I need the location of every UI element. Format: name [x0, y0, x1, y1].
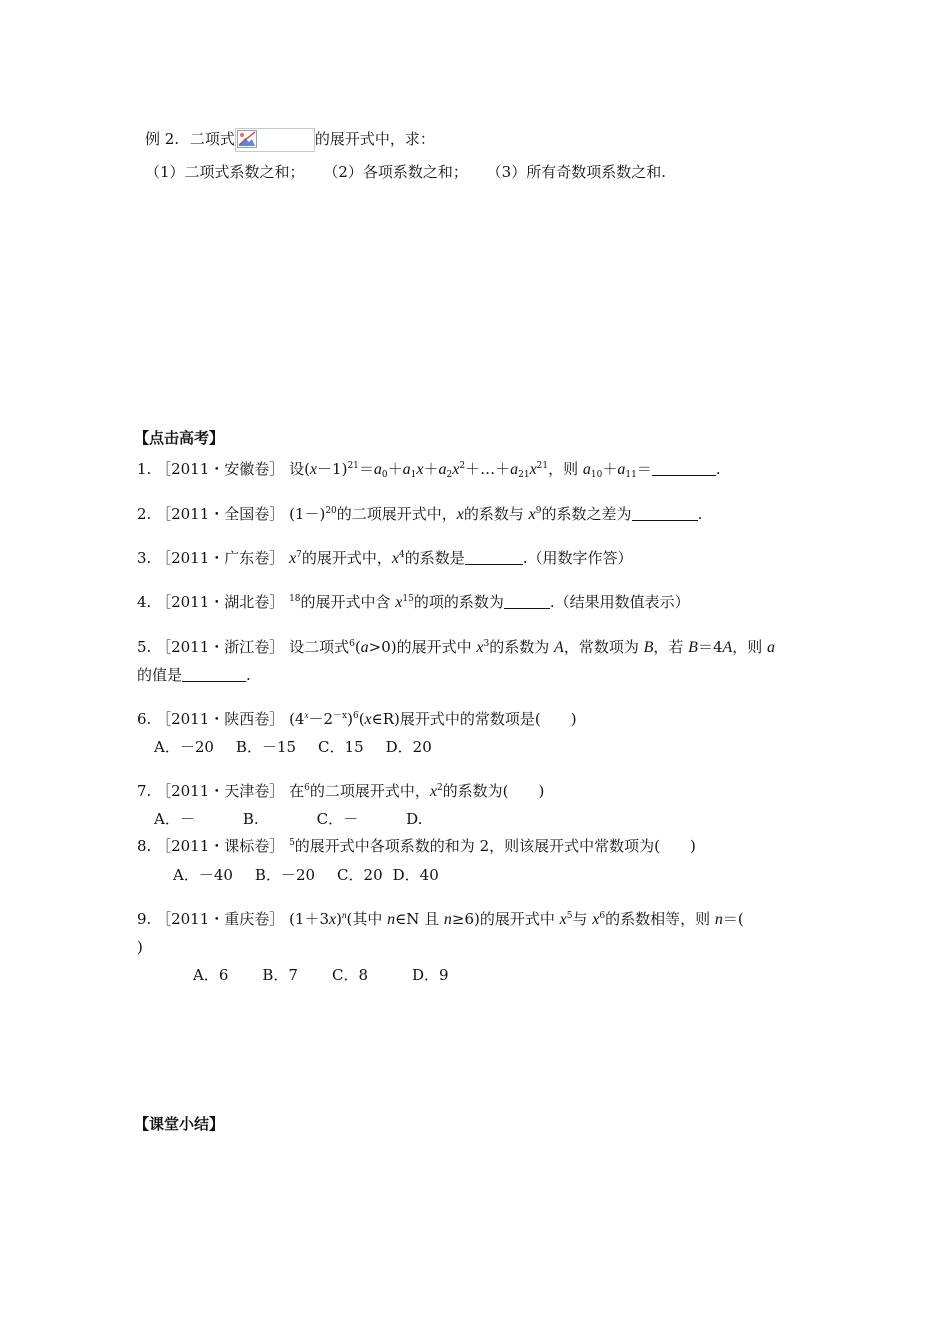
example-2-q2: （2）各项系数之和；	[323, 163, 468, 181]
option-c[interactable]: C．20	[337, 866, 383, 884]
problem-8: 8. ［2011・课标卷］ $^5$的展开式中各项系数的和为 2，则该展开式中常数项为( )	[137, 837, 696, 855]
problem-9: 9. ［2011・重庆卷］ $(1+3x)^n$(其中 n∈N 且 n≥6)的展开式中 $x^5$与 $x^6$的系数相等，则 n＝(	[137, 910, 744, 928]
option-c[interactable]: C．15	[318, 738, 364, 756]
answer-blank	[632, 506, 698, 521]
example-2-label: 例 2.	[145, 130, 180, 148]
problem-9-options	[193, 965, 471, 985]
answer-blank	[504, 594, 550, 609]
example-2-q3: （3）所有奇数项系数之和.	[486, 163, 666, 181]
example-2-line	[145, 128, 435, 152]
option-a[interactable]: A．6	[193, 966, 229, 984]
problem-7-source: ［2011・天津卷］	[156, 782, 285, 800]
section-title-gaokao: 【点击高考】	[134, 429, 225, 447]
problem-5-source: ［2011・浙江卷］	[156, 638, 285, 656]
problem-5-line-2: 的值是 .	[137, 666, 251, 684]
option-d[interactable]: D．40	[392, 866, 439, 884]
answer-blank	[465, 550, 523, 565]
problem-4-source: ［2011・湖北卷］	[156, 593, 285, 611]
option-b[interactable]: B．－15	[235, 738, 297, 756]
section-title-summary: 【课堂小结】	[134, 1115, 225, 1133]
problem-6: 6. ［2011・陕西卷］ $(4^x-2^{-x})^6(x\in R)$展开式中的常数项是( )	[137, 710, 577, 728]
problem-7: 7. ［2011・天津卷］ 在$^6$的二项展开式中，$x^2$的系数为( )	[137, 782, 545, 800]
option-c[interactable]: C．8	[331, 966, 368, 984]
problem-7-options	[154, 809, 444, 829]
example-2-q1: （1）二项式系数之和；	[145, 163, 305, 181]
option-b[interactable]: B．－20	[254, 866, 316, 884]
problem-9-source: ［2011・重庆卷］	[156, 910, 285, 928]
option-a[interactable]: A．－	[154, 810, 195, 828]
problem-4: 4. ［2011・湖北卷］ $^{18}$的展开式中含 $x^{15}$的项的系数为 .（结果用数值表示）	[137, 593, 690, 611]
example-2-text-after: 的展开式中，求：	[314, 130, 435, 148]
option-b[interactable]: B.	[242, 810, 259, 828]
problem-5: 5. ［2011・浙江卷］ 设二项式$^6$(a>0)的展开式中 $x^3$的系数为 A，常数项为 B，若 B＝4A，则 a	[137, 638, 776, 656]
option-c[interactable]: C．－	[316, 810, 359, 828]
problem-8-source: ［2011・课标卷］	[156, 837, 285, 855]
answer-blank	[652, 461, 716, 476]
problem-2-source: ［2011・全国卷］	[156, 505, 285, 523]
option-a[interactable]: A．－20	[154, 738, 214, 756]
option-b[interactable]: B．7	[262, 966, 298, 984]
broken-image-icon	[237, 130, 257, 148]
answer-blank	[182, 667, 246, 682]
problem-6-options	[154, 737, 454, 757]
problem-9-line-2: )	[137, 938, 143, 956]
problem-8-options	[173, 865, 461, 885]
problem-6-source: ［2011・陕西卷］	[156, 710, 285, 728]
problem-2: 2. ［2011・全国卷］ $(1-)^{20}$的二项展开式中，x的系数与 $x^9$的系数之差为 .	[137, 505, 703, 523]
option-a[interactable]: A．－40	[173, 866, 233, 884]
problem-1-source: ［2011・安徽卷］	[156, 460, 285, 478]
problem-1: 1. ［2011・安徽卷］ 设$(x-1)^{21}=a_0+a_1x+a_2x^2+\dots+a_{21}x^{21}$，则 $a_{10}+a_{11}=$ .	[137, 460, 721, 480]
option-d[interactable]: D．20	[385, 738, 432, 756]
formula-image-placeholder	[235, 128, 315, 152]
example-2-questions	[145, 162, 666, 182]
problem-3-source: ［2011・广东卷］	[156, 549, 285, 567]
problem-3: 3. ［2011・广东卷］ $x^7$的展开式中，$x^4$的系数是 .（用数字作答）	[137, 549, 633, 567]
option-d[interactable]: D．9	[412, 966, 449, 984]
example-2-text-before: 二项式	[189, 130, 235, 148]
option-d[interactable]: D.	[406, 810, 423, 828]
